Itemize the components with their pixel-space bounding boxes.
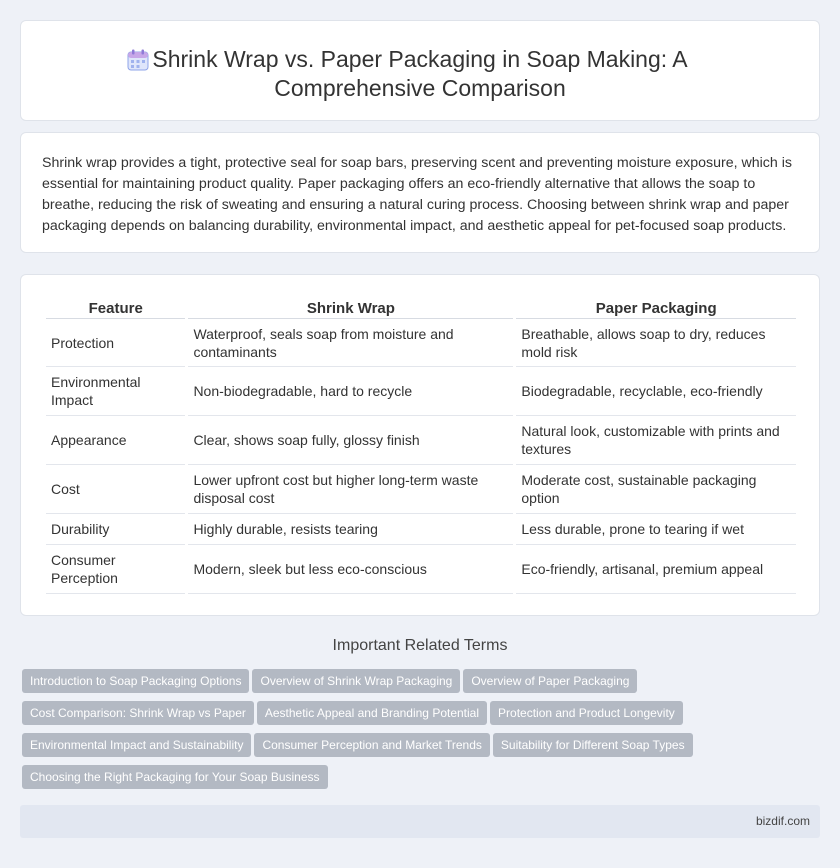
row-shrink-wrap: Waterproof, seals soap from moisture and contaminants: [188, 319, 513, 367]
footer: [20, 805, 820, 838]
related-term-tag[interactable]: Aesthetic Appeal and Branding Potential: [257, 701, 487, 725]
table-row: [46, 367, 796, 416]
row-shrink-wrap: Non-biodegradable, hard to recycle: [188, 367, 513, 416]
comparison-table: [43, 295, 799, 594]
row-paper-packaging: Natural look, customizable with prints and textures: [516, 416, 796, 465]
row-feature: Environmental Impact: [46, 367, 185, 416]
row-shrink-wrap: Clear, shows soap fully, glossy finish: [188, 416, 513, 465]
row-paper-packaging: Eco-friendly, artisanal, premium appeal: [516, 545, 796, 594]
table-row: [46, 514, 796, 545]
comparison-card: [20, 274, 820, 616]
row-paper-packaging: Moderate cost, sustainable packaging option: [516, 465, 796, 514]
row-feature: Durability: [46, 514, 185, 545]
page-title: Shrink Wrap vs. Paper Packaging in Soap Making: A Comprehensive Comparison: [152, 46, 688, 101]
row-feature: Cost: [46, 465, 185, 514]
intro-card: [20, 132, 820, 253]
row-paper-packaging: Less durable, prone to tearing if wet: [516, 514, 796, 545]
row-feature: Appearance: [46, 416, 185, 465]
row-paper-packaging: Biodegradable, recyclable, eco-friendly: [516, 367, 796, 416]
row-shrink-wrap: Highly durable, resists tearing: [188, 514, 513, 545]
related-term-tag[interactable]: Suitability for Different Soap Types: [493, 733, 693, 757]
related-terms-title: Important Related Terms: [332, 637, 508, 654]
row-paper-packaging: Breathable, allows soap to dry, reduces mold risk: [516, 319, 796, 367]
header-feature: Feature: [46, 295, 185, 319]
header-paper-packaging: Paper Packaging: [516, 295, 796, 319]
related-term-tag[interactable]: Choosing the Right Packaging for Your Soap Business: [22, 765, 328, 789]
table-row: [46, 319, 796, 367]
related-term-tag[interactable]: Introduction to Soap Packaging Options: [22, 669, 249, 693]
table-row: [46, 465, 796, 514]
related-term-tag[interactable]: Overview of Shrink Wrap Packaging: [252, 669, 460, 693]
related-term-tag[interactable]: Overview of Paper Packaging: [463, 669, 637, 693]
related-term-tag[interactable]: Protection and Product Longevity: [490, 701, 683, 725]
intro-paragraph: Shrink wrap provides a tight, protective seal for soap bars, preserving scent and preventing moisture exposure, which is essential for maintaining product quality. Paper packaging offers an eco-friendly alternative that allows the soap to breathe, reducing the risk of sweating and ensuring a natural curing process. Choosing between shrink wrap and paper packaging depends on balancing durability, environmental impact, and aesthetic appeal for pet-focused soap products.: [42, 155, 792, 234]
title-card: [20, 20, 820, 121]
footer-site-link[interactable]: bizdif.com: [755, 814, 810, 828]
row-shrink-wrap: Modern, sleek but less eco-conscious: [188, 545, 513, 594]
row-feature: Protection: [46, 319, 185, 367]
header-shrink-wrap: Shrink Wrap: [188, 295, 513, 319]
related-term-tag[interactable]: Cost Comparison: Shrink Wrap vs Paper: [22, 701, 254, 725]
row-feature: Consumer Perception: [46, 545, 185, 594]
related-term-tag[interactable]: Environmental Impact and Sustainability: [22, 733, 251, 757]
table-row: [46, 545, 796, 594]
related-term-tag[interactable]: Consumer Perception and Market Trends: [254, 733, 489, 757]
table-header-row: [46, 295, 796, 319]
related-terms-list: [22, 669, 812, 797]
table-row: [46, 416, 796, 465]
row-shrink-wrap: Lower upfront cost but higher long-term waste disposal cost: [188, 465, 513, 514]
